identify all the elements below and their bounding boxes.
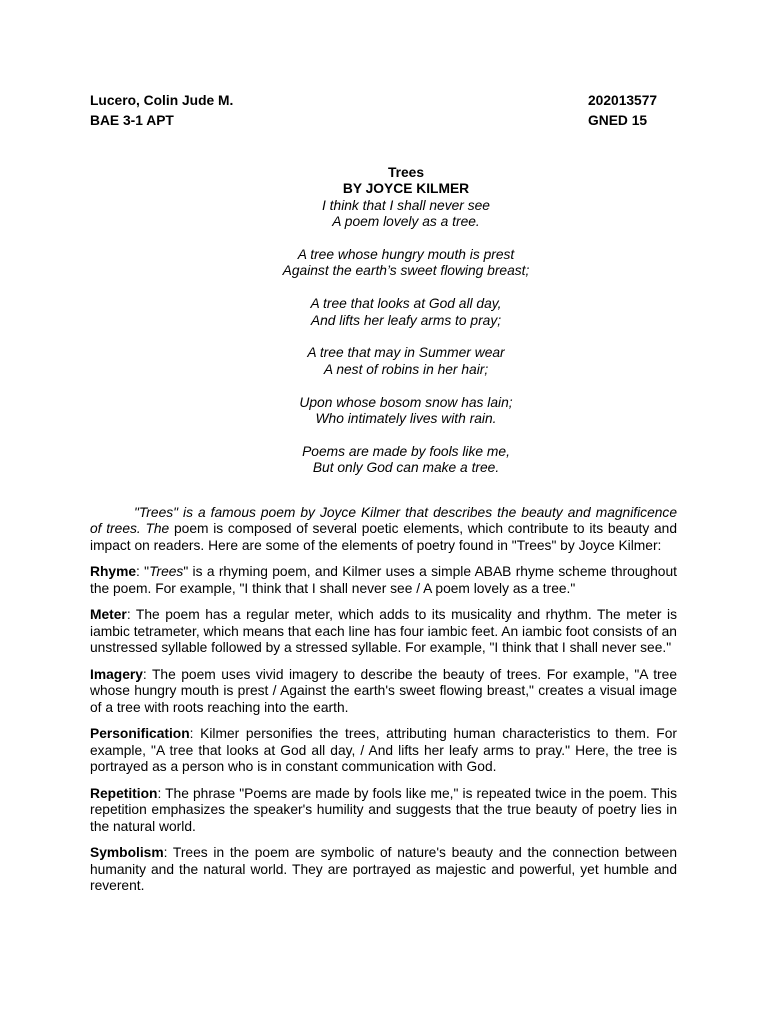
course-code: GNED 15 [588,113,648,128]
element-repetition [90,786,677,836]
intro-text: poem is composed of several poetic elements, which contribute to its beauty and impact on readers. Here are some of the elements of poetry found in "Trees" by Joyce Kilmer: [90,521,678,553]
poem-stanza [135,444,677,477]
poem-line: But only God can make a tree. [312,460,500,476]
poem-line: Who intimately lives with rain. [315,411,497,427]
element-text: : The phrase "Poems are made by fools like me," is repeated twice in the poem. This repetition emphasizes the speaker's humility and suggests that the true beauty of poetry lies in the natural world. [90,785,677,834]
element-text: : Trees in the poem are symbolic of nature's beauty and the connection between humanity and the natural world. They are portrayed as majestic and powerful, yet humble and reverent. [90,845,677,894]
element-text: : The poem has a regular meter, which adds to its musicality and rhythm. The meter is iambic tetrameter, which means that each line has four iambic feet. An iambic foot consists of an unstressed syllable followed by a stressed syllable. For example, "I think that I shall never see." [90,607,677,656]
element-text: " is a rhyming poem, and Kilmer uses a simple ABAB rhyme scheme throughout the poem. For example, "I think that I shall never see / A poem lovely as a tree." [90,564,677,596]
element-term: Repetition [90,785,158,801]
section-label: BAE 3-1 APT [90,113,174,128]
element-symbolism [90,845,677,895]
document-body [90,91,677,905]
element-text: : " [136,564,150,580]
element-text: : The poem uses vivid imagery to describe the beauty of trees. For example, "A tree whose hungry mouth is prest / Against the earth's sweet flowing breast," creates a visual image of a tree with roots reaching into the earth. [90,666,677,715]
poem-line: Upon whose bosom snow has lain; [299,394,513,410]
poem-author: BY JOYCE KILMER [342,181,470,197]
intro-italic-text: "Trees" is a famous poem by Joyce Kilmer that describes the beauty and magnificence of trees. The [90,504,677,537]
poem-stanza [135,296,677,329]
header-row-2 [90,111,677,131]
poem-line: And lifts her leafy arms to pray; [310,312,502,328]
poem-stanza [135,395,677,428]
poem-line: Against the earth’s sweet flowing breast; [282,263,530,279]
element-meter [90,607,677,657]
element-italic-title: Trees [149,564,184,580]
poem-line: A nest of robins in her hair; [323,361,489,377]
poem-stanza [135,247,677,280]
poem-line: A poem lovely as a tree. [332,214,480,230]
poem-stanza [135,198,677,231]
poem-line: I think that I shall never see [322,197,490,213]
element-term: Meter [90,607,127,623]
element-term: Rhyme [90,564,137,580]
student-id: 202013577 [588,93,658,108]
element-term: Symbolism [90,845,164,861]
poem-line: A tree that may in Summer wear [307,345,505,361]
poem-line: A tree whose hungry mouth is prest [297,247,515,263]
poem [90,165,677,477]
element-rhyme [90,564,677,597]
element-term: Imagery [90,666,143,682]
poem-line: Poems are made by fools like me, [302,443,510,459]
intro-paragraph [90,505,677,555]
poem-title: Trees [387,165,425,180]
element-personification [90,726,677,776]
poem-stanza [135,345,677,378]
student-name: Lucero, Colin Jude M. [90,93,234,108]
essay [90,505,677,895]
element-imagery [90,667,677,717]
header-row-1 [90,91,677,111]
poem-line: A tree that looks at God all day, [310,296,502,312]
element-text: : Kilmer personifies the trees, attributing human characteristics to them. For example, "A tree that looks at God all day, / And lifts her leafy arms to pray." Here, the tree is portrayed as a person who is in constant communication with God. [90,726,677,775]
element-term: Personification [90,726,190,742]
